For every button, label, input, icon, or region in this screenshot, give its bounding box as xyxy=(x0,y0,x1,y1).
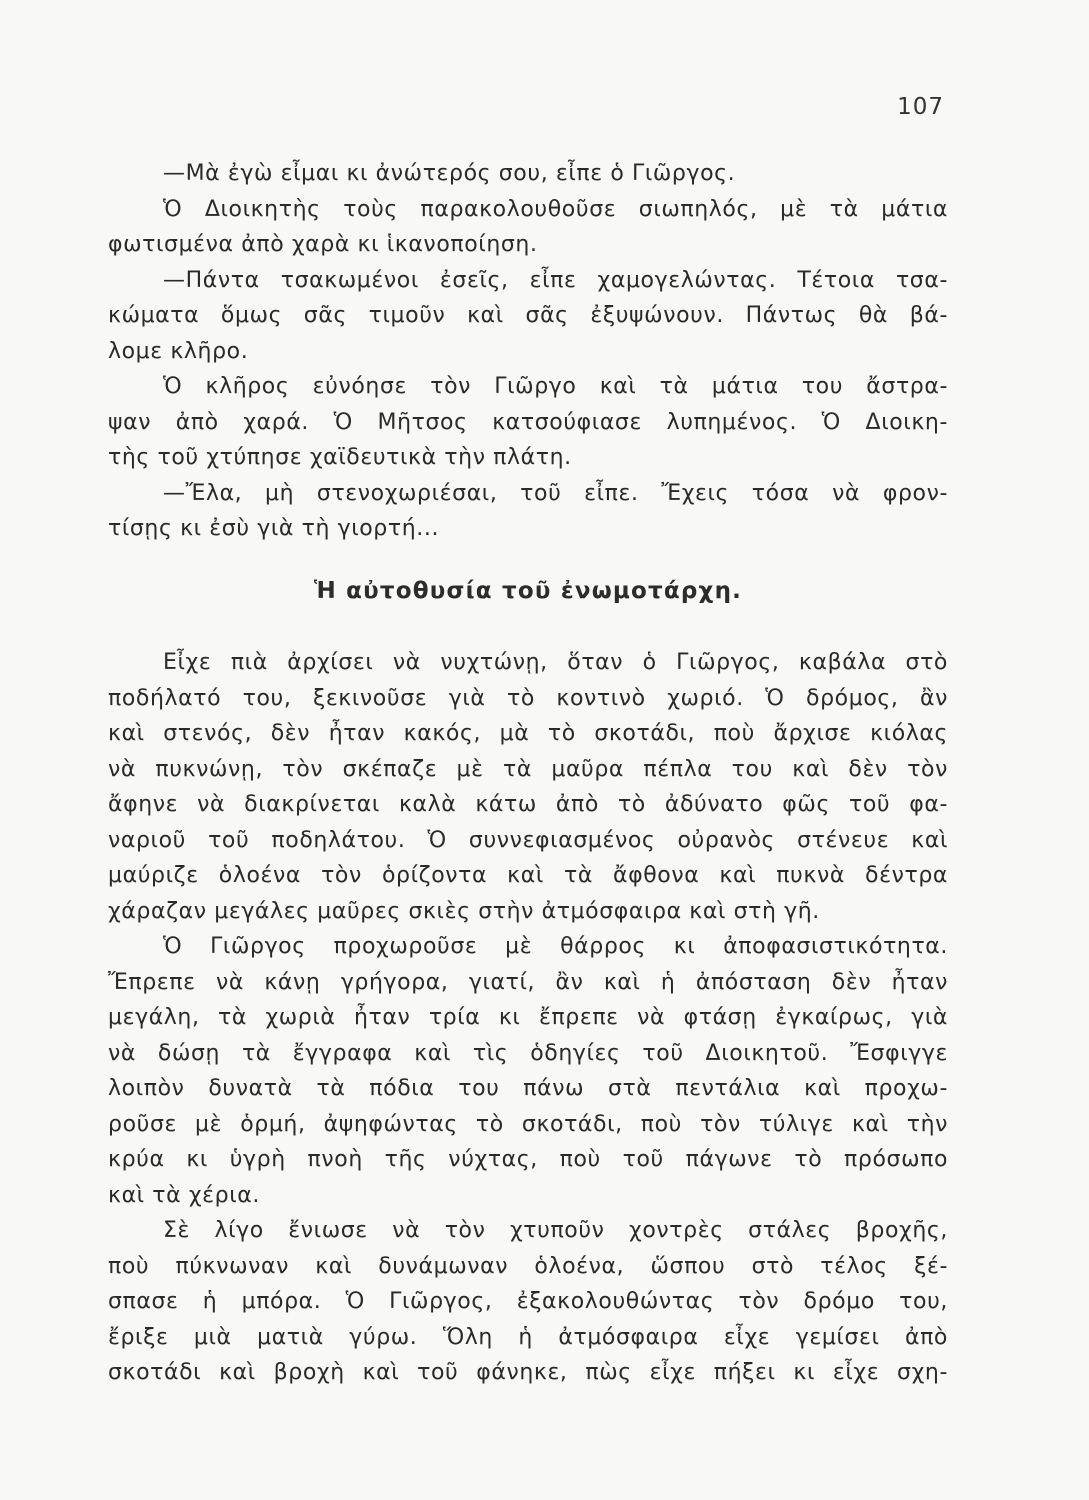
page-number: 107 xyxy=(897,94,944,120)
section-heading: Ἡ αὐτοθυσία τοῦ ἐνωμοτάρχη. xyxy=(313,578,743,604)
text-line: Εἶχε πιὰ ἀρχίσει νὰ νυχτώνῃ, ὅταν ὁ Γιῶργος, καβάλα στὸ xyxy=(163,650,948,675)
text-line: κρύα κι ὑγρὴ πνοὴ τῆς νύχτας, ποὺ τοῦ πάγωνε τὸ πρόσωπο xyxy=(108,1147,948,1172)
text-line: μαύριζε ὁλοένα τὸν ὁρίζοντα καὶ τὰ ἄφθονα καὶ πυκνὰ δέντρα xyxy=(108,863,948,888)
text-line: καὶ τὰ χέρια. xyxy=(108,1182,260,1208)
text-line: λομε κλῆρο. xyxy=(108,338,249,364)
text-line: ἔριξε μιὰ ματιὰ γύρω. Ὅλη ἡ ἀτμόσφαιρα εἶχε γεμίσει ἀπὸ xyxy=(108,1324,948,1350)
text-line: κώματα ὅμως σᾶς τιμοῦν καὶ σᾶς ἐξυψώνουν. Πάντως θὰ βά- xyxy=(108,303,948,328)
text-line: ναριοῦ τοῦ ποδηλάτου. Ὁ συννεφιασμένος οὐρανὸς στένευε καὶ xyxy=(108,827,948,853)
text-line: χάραζαν μεγάλες μαῦρες σκιὲς στὴν ἀτμόσφαιρα καὶ στὴ γῆ. xyxy=(108,898,820,924)
text-line: τὴς τοῦ χτύπησε χαϊδευτικὰ τὴν πλάτη. xyxy=(108,445,572,470)
dialogue-section xyxy=(108,156,948,547)
text-line: ποδήλατό του, ξεκινοῦσε γιὰ τὸ κοντινὸ χωριό. Ὁ δρόμος, ἂν xyxy=(108,685,948,711)
narrative-section xyxy=(108,645,948,1391)
text-line: μεγάλη, τὰ χωριὰ ἦταν τρία κι ἔπρεπε νὰ φτάσῃ ἐγκαίρως, γιὰ xyxy=(108,1005,948,1030)
text-line: νὰ δώσῃ τὰ ἔγγραφα καὶ τὶς ὁδηγίες τοῦ Διοικητοῦ. Ἔσφιγγε xyxy=(108,1040,948,1066)
text-line: σπασε ἡ μπόρα. Ὁ Γιῶργος, ἐξακολουθώντας τὸν δρόμο του, xyxy=(108,1289,948,1314)
text-line: —Μὰ ἐγὼ εἶμαι κι ἀνώτερός σου, εἶπε ὁ Γιῶργος. xyxy=(163,161,736,186)
text-line: Ὁ κλῆρος εὐνόησε τὸν Γιῶργο καὶ τὰ μάτια του ἄστρα- xyxy=(163,374,948,399)
text-line: λοιπὸν δυνατὰ τὰ πόδια του πάνω στὰ πεντάλια καὶ προχω- xyxy=(108,1076,948,1101)
text-line: φωτισμένα ἀπὸ χαρὰ κι ἱκανοποίηση. xyxy=(108,232,538,257)
text-line: νὰ πυκνώνῃ, τὸν σκέπαζε μὲ τὰ μαῦρα πέπλα του καὶ δὲν τὸν xyxy=(108,756,948,782)
text-line: καὶ στενός, δὲν ἦταν κακός, μὰ τὸ σκοτάδι, ποὺ ἄρχισε κιόλας xyxy=(108,721,948,746)
text-line: ποὺ πύκνωναν καὶ δυνάμωναν ὁλοένα, ὥσπου στὸ τέλος ξέ- xyxy=(108,1253,948,1279)
text-line: —Ἔλα, μὴ στενοχωριέσαι, τοῦ εἶπε. Ἔχεις τόσα νὰ φρον- xyxy=(163,480,948,506)
text-line: ψαν ἀπὸ χαρά. Ὁ Μῆτσος κατσούφιασε λυπημένος. Ὁ Διοικη- xyxy=(108,409,948,435)
text-line: τίσῃς κι ἐσὺ γιὰ τὴ γιορτή... xyxy=(108,516,440,541)
text-line: Ὁ Γιῶργος προχωροῦσε μὲ θάρρος κι ἀποφασιστικότητα. xyxy=(163,934,948,959)
text-line: ροῦσε μὲ ὁρμή, ἀψηφώντας τὸ σκοτάδι, ποὺ τὸν τύλιγε καὶ τὴν xyxy=(108,1111,948,1137)
text-line: Ἔπρεπε νὰ κάνῃ γρήγορα, γιατί, ἂν καὶ ἡ ἀπόσταση δὲν ἦταν xyxy=(108,969,948,995)
text-line: σκοτάδι καὶ βροχὴ καὶ τοῦ φάνηκε, πὼς εἶχε πήξει κι εἶχε σχη- xyxy=(108,1360,948,1385)
text-line: —Πάντα τσακωμένοι ἐσεῖς, εἶπε χαμογελώντας. Τέτοια τσα- xyxy=(163,267,948,293)
text-line: Ὁ Διοικητὴς τοὺς παρακολουθοῦσε σιωπηλός, μὲ τὰ μάτια xyxy=(163,196,948,222)
text-line: ἄφηνε νὰ διακρίνεται καλὰ κάτω ἀπὸ τὸ ἀδύνατο φῶς τοῦ φα- xyxy=(108,792,948,817)
text-line: Σὲ λίγο ἔνιωσε νὰ τὸν χτυποῦν χοντρὲς στάλες βροχῆς, xyxy=(163,1218,948,1243)
